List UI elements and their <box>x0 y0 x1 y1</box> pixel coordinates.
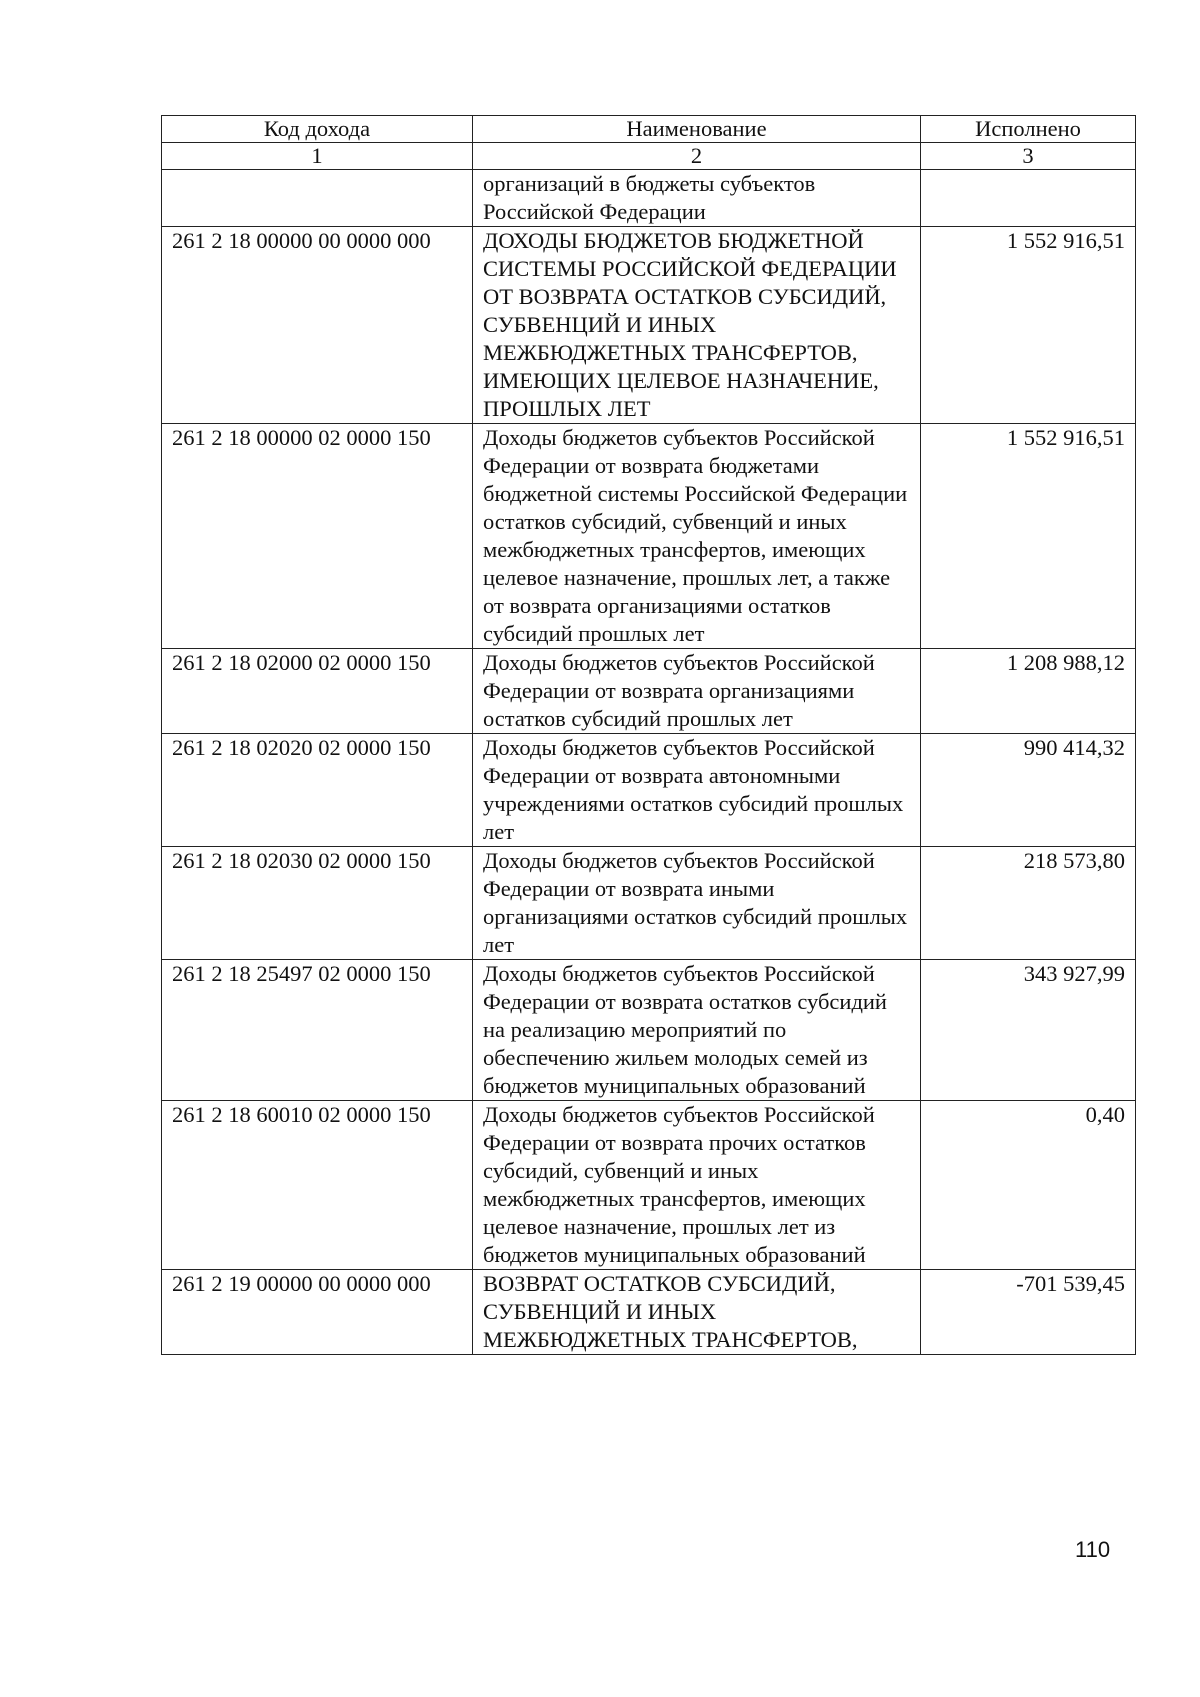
table-row <box>162 1270 1136 1355</box>
table-header-row <box>162 116 1136 143</box>
page-number: 110 <box>1075 1537 1111 1562</box>
header-income-code: Код дохода <box>162 116 473 143</box>
table-row <box>162 170 1136 227</box>
income-code: 261 2 18 02020 02 0000 150 <box>162 734 473 847</box>
column-number: 1 <box>162 143 473 170</box>
executed-amount: 0,40 <box>921 1101 1136 1270</box>
income-name: организаций в бюджеты субъектов Российской Федерации <box>473 170 921 227</box>
income-name: Доходы бюджетов субъектов Российской Федерации от возврата прочих остатков субсидий, субвенций и иных межбюджетных трансфертов, имеющих целевое назначение, прошлых лет из бюджетов муниципальных образований <box>473 1101 921 1270</box>
income-code <box>162 170 473 227</box>
header-name: Наименование <box>473 116 921 143</box>
executed-amount <box>921 170 1136 227</box>
income-name: ВОЗВРАТ ОСТАТКОВ СУБСИДИЙ, СУБВЕНЦИЙ И ИНЫХ МЕЖБЮДЖЕТНЫХ ТРАНСФЕРТОВ, <box>473 1270 921 1355</box>
income-code: 261 2 18 00000 00 0000 000 <box>162 227 473 424</box>
income-name: ДОХОДЫ БЮДЖЕТОВ БЮДЖЕТНОЙ СИСТЕМЫ РОССИЙСКОЙ ФЕДЕРАЦИИ ОТ ВОЗВРАТА ОСТАТКОВ СУБСИДИЙ, СУБВЕНЦИЙ И ИНЫХ МЕЖБЮДЖЕТНЫХ ТРАНСФЕРТОВ, ИМЕЮЩИХ ЦЕЛЕВОЕ НАЗНАЧЕНИЕ, ПРОШЛЫХ ЛЕТ <box>473 227 921 424</box>
income-code: 261 2 18 02030 02 0000 150 <box>162 847 473 960</box>
income-code: 261 2 18 25497 02 0000 150 <box>162 960 473 1101</box>
income-code: 261 2 19 00000 00 0000 000 <box>162 1270 473 1355</box>
income-name: Доходы бюджетов субъектов Российской Федерации от возврата остатков субсидий на реализацию мероприятий по обеспечению жильем молодых семей из бюджетов муниципальных образований <box>473 960 921 1101</box>
income-code: 261 2 18 60010 02 0000 150 <box>162 1101 473 1270</box>
income-name: Доходы бюджетов субъектов Российской Федерации от возврата бюджетами бюджетной системы Российской Федерации остатков субсидий, субвенций и иных межбюджетных трансфертов, имеющих целевое назначение, прошлых лет, а также от возврата организациями остатков субсидий прошлых лет <box>473 424 921 649</box>
income-name: Доходы бюджетов субъектов Российской Федерации от возврата иными организациями остатков субсидий прошлых лет <box>473 847 921 960</box>
executed-amount: 990 414,32 <box>921 734 1136 847</box>
table-row <box>162 1101 1136 1270</box>
table-row <box>162 424 1136 649</box>
table-row <box>162 227 1136 424</box>
income-name: Доходы бюджетов субъектов Российской Федерации от возврата организациями остатков субсидий прошлых лет <box>473 649 921 734</box>
income-table <box>161 115 1136 1355</box>
executed-amount: 1 552 916,51 <box>921 227 1136 424</box>
executed-amount: -701 539,45 <box>921 1270 1136 1355</box>
table-row <box>162 649 1136 734</box>
header-executed: Исполнено <box>921 116 1136 143</box>
income-code: 261 2 18 00000 02 0000 150 <box>162 424 473 649</box>
table-row <box>162 734 1136 847</box>
table-row <box>162 960 1136 1101</box>
income-code: 261 2 18 02000 02 0000 150 <box>162 649 473 734</box>
table-row <box>162 847 1136 960</box>
column-number-row <box>162 143 1136 170</box>
executed-amount: 1 552 916,51 <box>921 424 1136 649</box>
column-number: 3 <box>921 143 1136 170</box>
executed-amount: 1 208 988,12 <box>921 649 1136 734</box>
column-number: 2 <box>473 143 921 170</box>
executed-amount: 343 927,99 <box>921 960 1136 1101</box>
executed-amount: 218 573,80 <box>921 847 1136 960</box>
income-name: Доходы бюджетов субъектов Российской Федерации от возврата автономными учреждениями остатков субсидий прошлых лет <box>473 734 921 847</box>
